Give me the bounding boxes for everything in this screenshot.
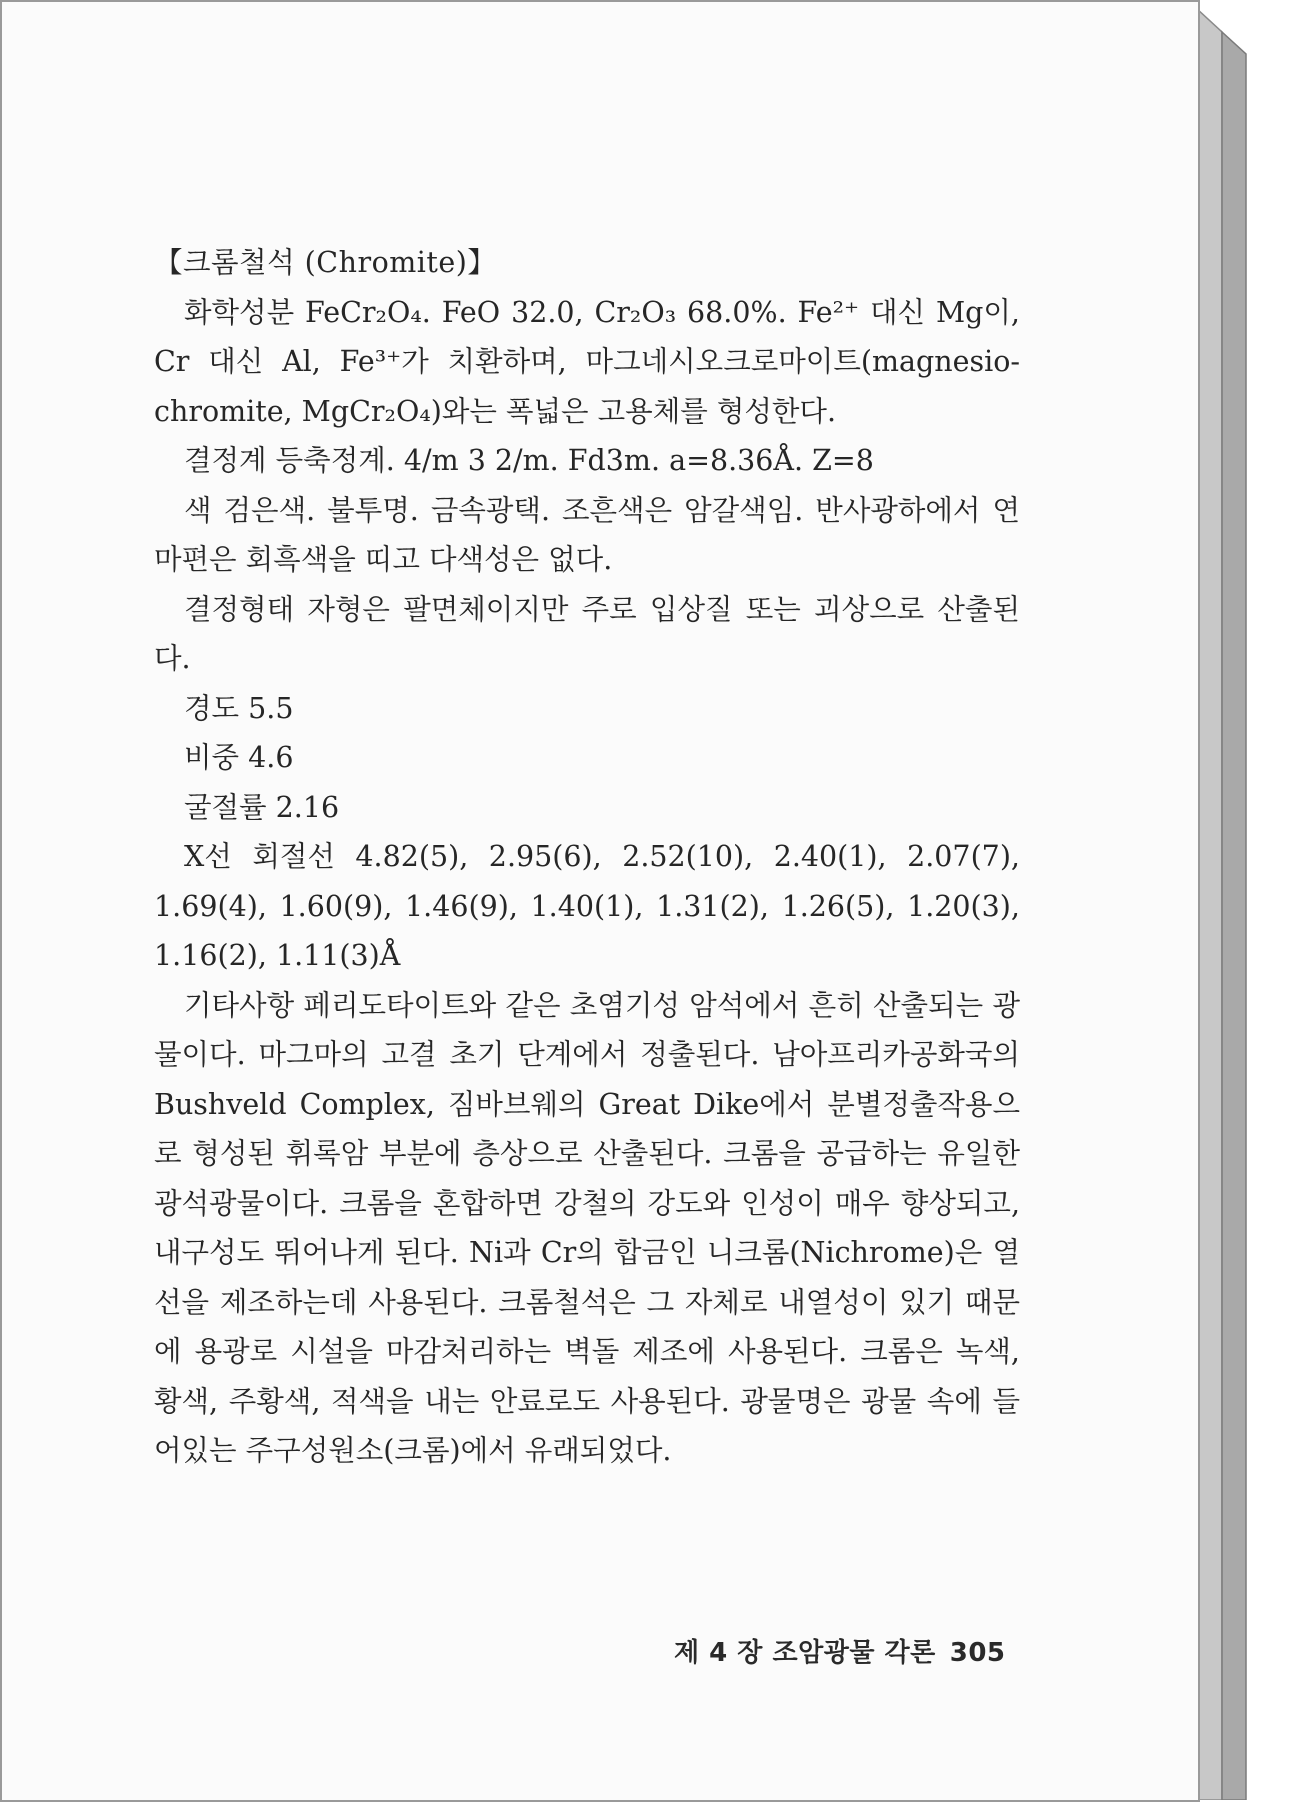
paragraph-color: 색 검은색. 불투명. 금속광택. 조흔색은 암갈색임. 반사광하에서 연마편은 회흑색을 띠고 다색성은 없다. — [154, 493, 1020, 576]
page-footer — [674, 1632, 1034, 1669]
page-text — [154, 238, 1020, 1476]
paragraph-xray-lines: X선 회절선 4.82(5), 2.95(6), 2.52(10), 2.40(1), 2.07(7), 1.69(4), 1.60(9), 1.46(9), 1.40(1), 1.31(2), 1.26(5), 1.20(3), 1.16(2), 1.11(3)Å — [154, 840, 1020, 972]
page-number: 305 — [949, 1638, 1006, 1668]
chapter-title: 제 4 장 조암광물 각론 — [674, 1638, 936, 1668]
paragraph-crystal-system: 결정계 등축정계. 4/m 3 2/m. Fd3m. a=8.36Å. Z=8 — [184, 444, 874, 477]
page-edge — [1196, 8, 1250, 1800]
paragraph-hardness: 경도 5.5 — [184, 691, 294, 725]
paragraph-chemical-composition: 화학성분 FeCr₂O₄. FeO 32.0, Cr₂O₃ 68.0%. Fe²⁺ 대신 Mg이, Cr 대신 Al, Fe³⁺가 치환하며, 마그네시오크로마이트(magnesio-chromite, MgCr₂O₄)와는 폭넓은 고용체를 형성한다. — [154, 295, 1020, 428]
section-heading: 【크롬철석 (Chromite)】 — [154, 246, 497, 279]
paragraph-refractive-index: 굴절률 2.16 — [184, 790, 340, 824]
paragraph-remarks: 기타사항 페리도타이트와 같은 초염기성 암석에서 흔히 산출되는 광물이다. 마그마의 고결 초기 단계에서 정출된다. 남아프리카공화국의 Bushveld Complex, 짐바브웨의 Great Dike에서 분별정출작용으로 형성된 휘록암 부분에 층상으로 산출된다. 크롬을 공급하는 유일한 광석광물이다. 크롬을 혼합하면 강철의 강도와 인성이 매우 향상되고, 내구성도 뛰어나게 된다. Ni과 Cr의 합금인 니크롬(Nichrome)은 열선을 제조하는데 사용된다. 크롬철석은 그 자체로 내열성이 있기 때문에 용광로 시설을 마감처리하는 벽돌 제조에 사용된다. 크롬은 녹색, 황색, 주황색, 적색을 내는 안료로도 사용된다. 광물명은 광물 속에 들어있는 주구성원소(크롬)에서 유래되었다. — [154, 988, 1020, 1467]
paragraph-crystal-habit: 결정형태 자형은 팔면체이지만 주로 입상질 또는 괴상으로 산출된다. — [154, 592, 1020, 675]
paragraph-specific-gravity: 비중 4.6 — [184, 741, 294, 774]
